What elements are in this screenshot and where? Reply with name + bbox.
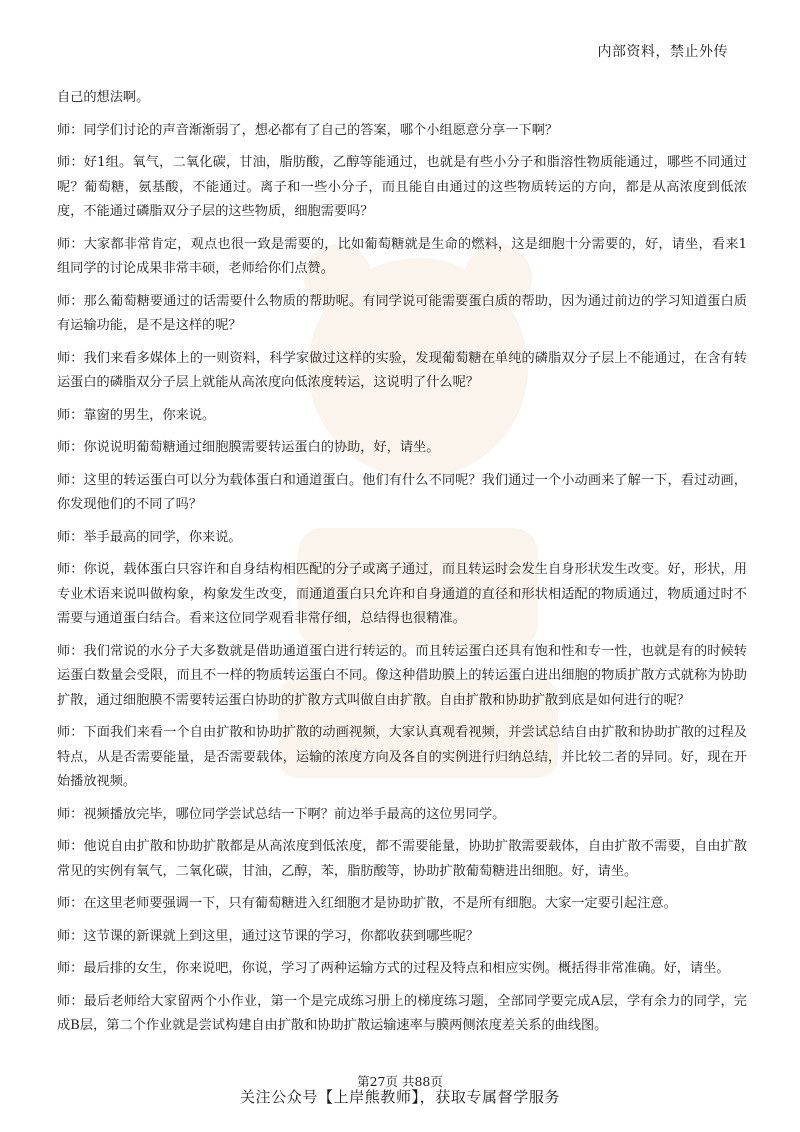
paragraph: 师：我们常说的水分子大多数就是借助通道蛋白进行转运的。而且转运蛋白还具有饱和性和专一性，也就是有的时候转运蛋白数量会受限，而且不一样的物质转运蛋白不同。像这种借助膜上的转运蛋白进出细胞的物质扩散方式就称为协助扩散，通过细胞膜不需要转运蛋白协助的扩散方式叫做自由扩散。自由扩散和协助扩散到底是如何进行的呢？ [57,643,747,708]
paragraph: 师：靠窗的男生，你来说。 [57,407,216,423]
paragraph: 师：他说自由扩散和协助扩散都是从高浓度到低浓度，都不需要能量，协助扩散需要载体，自由扩散不需要，自由扩散常见的实例有氧气，二氧化碳，甘油，乙醇，苯，脂肪酸等，协助扩散葡萄糖进出细胞。好，请坐。 [57,839,747,879]
paragraph: 师：同学们讨论的声音渐渐弱了，想必都有了自己的答案，哪个小组愿意分享一下啊？ [57,122,559,138]
paragraph: 自己的想法啊。 [57,90,150,105]
paragraph: 师：我们来看多媒体上的一则资料，科学家做过这样的实验，发现葡萄糖在单纯的磷脂双分子层上不能通过，在含有转运蛋白的磷脂双分子层上就能从高浓度向低浓度转运，这说明了什么呢？ [57,350,747,390]
paragraph: 师：这节课的新课就上到这里，通过这节课的学习，你都收获到哪些呢？ [57,928,479,944]
paragraph: 师：大家都非常肯定，观点也很一致是需要的，比如葡萄糖就是生命的燃料，这是细胞十分需要的，好，请坐，看来1组同学的讨论成果非常丰硕，老师给你们点赞。 [57,236,747,276]
paragraph: 师：举手最高的同学，你来说。 [57,529,242,545]
paragraph: 师：在这里老师要强调一下，只有葡萄糖进入红细胞才是协助扩散，不是所有细胞。大家一定要引起注意。 [57,896,677,911]
paragraph: 师：那么葡萄糖要通过的话需要什么物质的帮助呢。有同学说可能需要蛋白质的帮助，因为通过前边的学习知道蛋白质有运输功能，是不是这样的呢？ [57,293,747,333]
promo-banner: 关注公众号【上岸熊教师】，获取专属督学服务 [239,1088,561,1106]
paragraph: 师：你说说明葡萄糖通过细胞膜需要转运蛋白的协助，好，请坐。 [57,440,440,455]
paragraph: 师：最后排的女生，你来说吧，你说，学习了两种运输方式的过程及特点和相应实例。概括得非常准确。好，请坐。 [57,961,730,976]
paragraph: 师：好1组。氧气，二氧化碳，甘油，脂肪酸，乙醇等能通过，也就是有些小分子和脂溶性物质能通过，哪些不同通过呢？葡萄糖，氨基酸，不能通过。离子和一些小分子，而且能自由通过的这些物质转运的方向，都是从高浓度到低浓度，不能通过磷脂双分子层的这些物质，细胞需要吗？ [57,155,747,219]
confidential-notice: 内部资料，禁止外传 [597,44,728,60]
paragraph: 师：视频播放完毕，哪位同学尝试总结一下啊？前边举手最高的这位男同学。 [57,806,506,822]
page-number: 第27页 共88页 [357,1074,443,1089]
transcript-body [57,86,747,1047]
paragraph: 师：你说，载体蛋白只容许和自身结构相匹配的分子或离子通过，而且转运时会发生自身形状发生改变。好，形状，用专业术语来说叫做构象，构象发生改变，而通道蛋白只允许和自身通道的直径和形状相适配的物质通过，物质通过时不需要与通道蛋白结合。看来这位同学观看非常仔细，总结得也很精准。 [57,562,747,626]
paragraph: 师：下面我们来看一个自由扩散和协助扩散的动画视频，大家认真观看视频，并尝试总结自由扩散和协助扩散的过程及特点，从是否需要能量，是否需要载体，运输的浓度方向及各自的实例进行归纳总结，并比较二者的异同。好，现在开始播放视频。 [57,725,747,789]
paragraph: 师：这里的转运蛋白可以分为载体蛋白和通道蛋白。他们有什么不同呢？我们通过一个小动画来了解一下，看过动画，你发现他们的不同了吗？ [57,472,747,512]
paragraph: 师：最后老师给大家留两个小作业，第一个是完成练习册上的梯度练习题，全部同学要完成A层，学有余力的同学，完成B层，第二个作业就是尝试构建自由扩散和协助扩散运输速率与膜两侧浓度差关系的曲线图。 [57,993,747,1033]
